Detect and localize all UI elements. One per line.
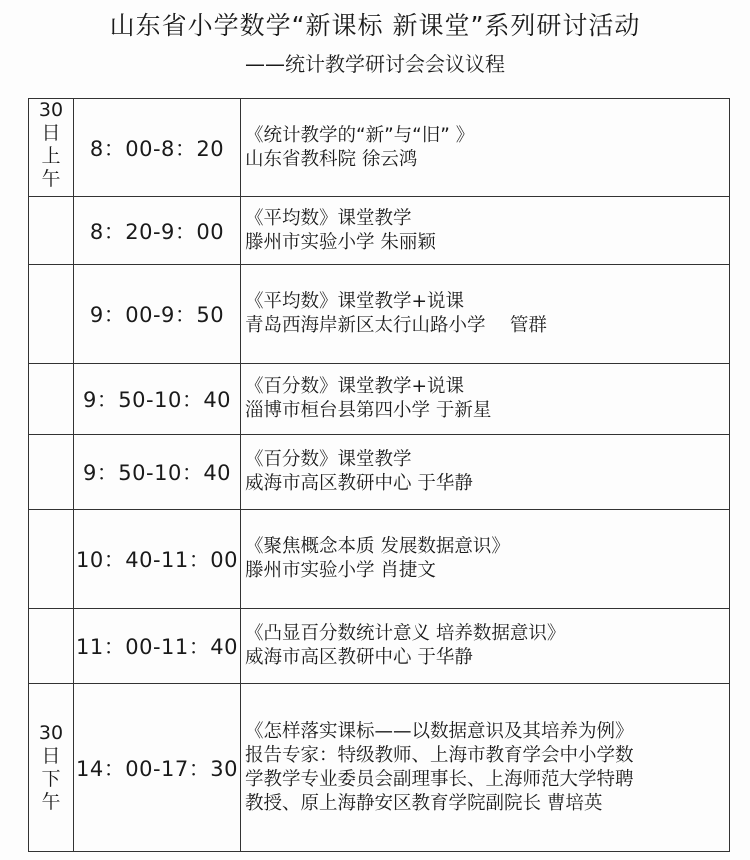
session-speaker: 威海市高区教研中心 于华静 <box>245 473 473 494</box>
session-cell <box>241 684 730 852</box>
session-speaker: 山东省教科院 徐云鸿 <box>245 148 418 170</box>
day-label-char: 日 <box>41 744 61 767</box>
schedule-row <box>29 510 730 609</box>
session-speaker: 威海市高区教研中心 于华静 <box>245 647 473 668</box>
schedule-table <box>28 98 730 852</box>
session-cell <box>241 265 730 364</box>
day-cell <box>29 609 74 684</box>
schedule-row <box>29 609 730 684</box>
session-speaker: 教授、原上海静安区教育学院副院长 曹培英 <box>245 792 603 814</box>
session-speaker: 学教学专业委员会副理事长、上海师范大学特聘 <box>245 768 634 790</box>
session-title: 《平均数》课堂教学+说课 <box>245 291 465 312</box>
session-speaker: 报告专家：特级教师、上海市教育学会中小学数 <box>245 744 634 766</box>
schedule-row <box>29 99 730 197</box>
session-cell <box>241 609 730 684</box>
schedule-body <box>29 99 730 852</box>
day-label-char: 30 <box>38 99 64 121</box>
day-cell <box>29 99 74 197</box>
session-speaker: 滕州市实验小学 朱丽颖 <box>245 231 436 253</box>
schedule-row <box>29 197 730 265</box>
session-title: 《平均数》课堂教学 <box>245 207 412 229</box>
session-speaker: 滕州市实验小学 肖捷文 <box>245 560 436 581</box>
session-cell <box>241 197 730 265</box>
day-label-char: 上 <box>41 145 61 167</box>
day-cell <box>29 684 74 852</box>
day-label-char: 30 <box>38 721 64 744</box>
session-title: 《统计教学的“新”与“旧” 》 <box>245 124 475 146</box>
session-title: 《凸显百分数统计意义 培养数据意识》 <box>245 623 566 644</box>
day-label-char: 下 <box>41 767 61 790</box>
session-cell <box>241 99 730 197</box>
time-cell: 9：00-9：50 <box>74 265 241 364</box>
time-cell: 8：00-8：20 <box>74 99 241 197</box>
day-cell <box>29 265 74 364</box>
day-cell <box>29 510 74 609</box>
time-cell: 14：00-17：30 <box>74 684 241 852</box>
day-cell <box>29 197 74 265</box>
schedule-row <box>29 684 730 852</box>
schedule-row <box>29 265 730 364</box>
session-cell <box>241 435 730 510</box>
time-cell: 9：50-10：40 <box>74 435 241 510</box>
session-title: 《怎样落实课标——以数据意识及其培养为例》 <box>245 720 634 742</box>
schedule-row <box>29 435 730 510</box>
session-speaker: 青岛西海岸新区太行山路小学 管群 <box>245 315 547 336</box>
time-cell: 9：50-10：40 <box>74 364 241 435</box>
day-label-char: 午 <box>41 168 61 190</box>
session-speaker: 淄博市桓台县第四小学 于新星 <box>245 400 492 421</box>
session-title: 《百分数》课堂教学 <box>245 449 412 470</box>
day-cell <box>29 364 74 435</box>
page-subtitle: ——统计教学研讨会会议议程 <box>245 52 505 76</box>
session-title: 《百分数》课堂教学+说课 <box>245 376 465 397</box>
day-label-char: 午 <box>41 790 61 813</box>
time-cell: 10：40-11：00 <box>74 510 241 609</box>
session-title: 《聚焦概念本质 发展数据意识》 <box>245 536 510 557</box>
time-cell: 8：20-9：00 <box>74 197 241 265</box>
session-cell <box>241 364 730 435</box>
time-cell: 11：00-11：40 <box>74 609 241 684</box>
schedule-row <box>29 364 730 435</box>
session-cell <box>241 510 730 609</box>
page-title: 山东省小学数学“新课标 新课堂”系列研讨活动 <box>109 11 641 40</box>
day-label-char: 日 <box>41 122 61 144</box>
day-cell <box>29 435 74 510</box>
